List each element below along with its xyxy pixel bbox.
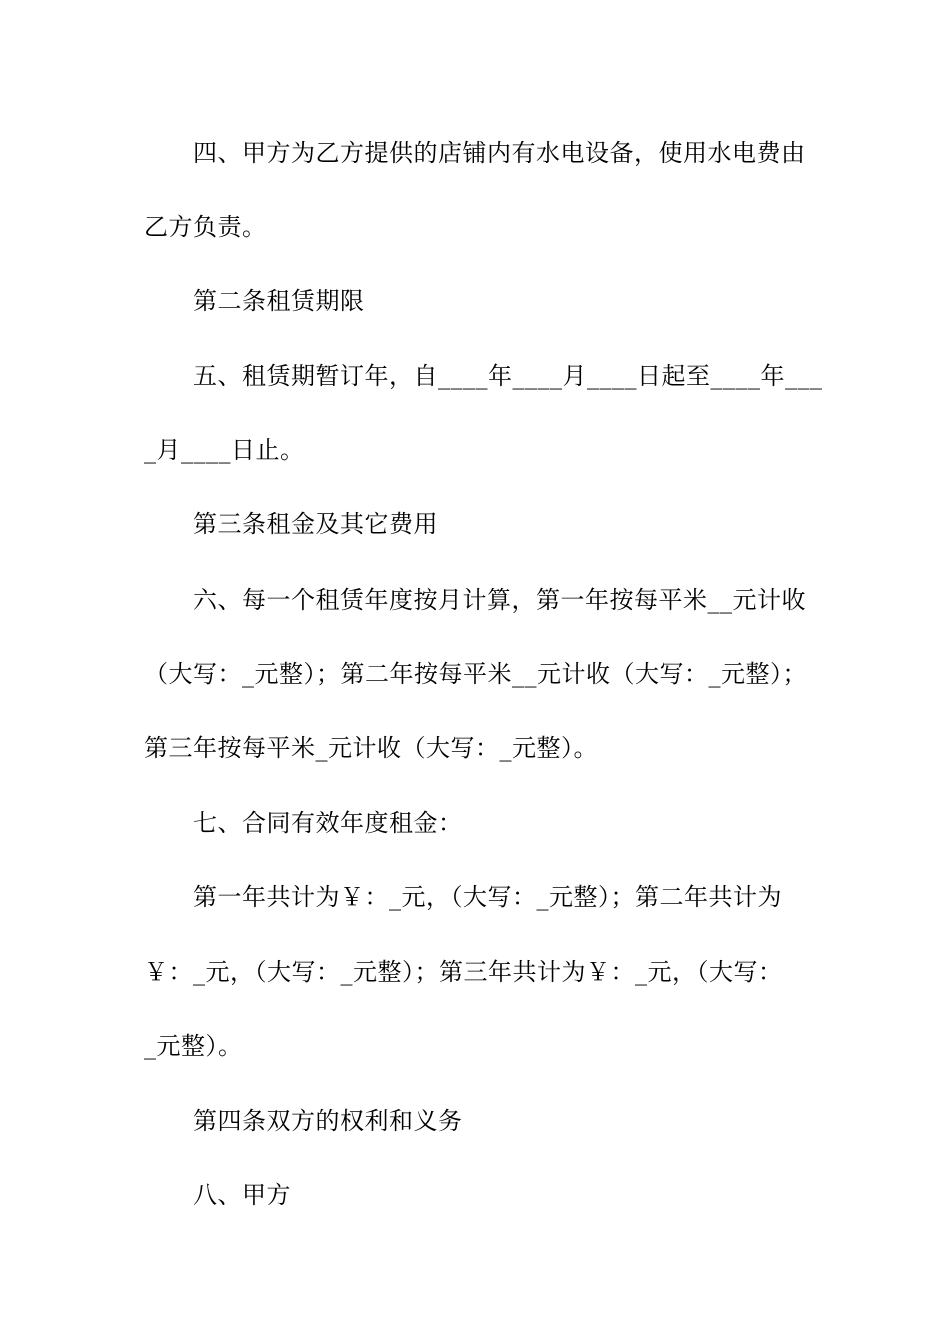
paragraph-line: 乙方负责。 [144, 213, 267, 241]
paragraph-line: 第一年共计为￥：_元，（大写：_元整）；第二年共计为 [193, 883, 782, 911]
paragraph-line: 八、甲方 [193, 1181, 291, 1209]
paragraph-line: 七、合同有效年度租金： [193, 809, 463, 837]
paragraph-line: ￥：_元，（大写：_元整）；第三年共计为￥：_元，（大写： [144, 958, 783, 986]
paragraph-line: _元整）。 [144, 1032, 243, 1060]
section-heading: 第四条双方的权利和义务 [193, 1107, 463, 1135]
section-heading: 第三条租金及其它费用 [193, 510, 438, 538]
paragraph-line: 第三年按每平米_元计收（大写：_元整）。 [144, 734, 598, 762]
paragraph-line: 四、甲方为乙方提供的店铺内有水电设备，使用水电费由 [193, 139, 806, 167]
paragraph-line: _月____日止。 [144, 436, 305, 464]
paragraph-line: 五、租赁期暂订年，自____年____月____日起至____年___ [193, 362, 823, 390]
paragraph-line: （大写：_元整）；第二年按每平米__元计收（大写：_元整）； [144, 660, 807, 688]
section-heading: 第二条租赁期限 [193, 287, 365, 315]
paragraph-line: 六、每一个租赁年度按月计算，第一年按每平米__元计收 [193, 586, 806, 614]
